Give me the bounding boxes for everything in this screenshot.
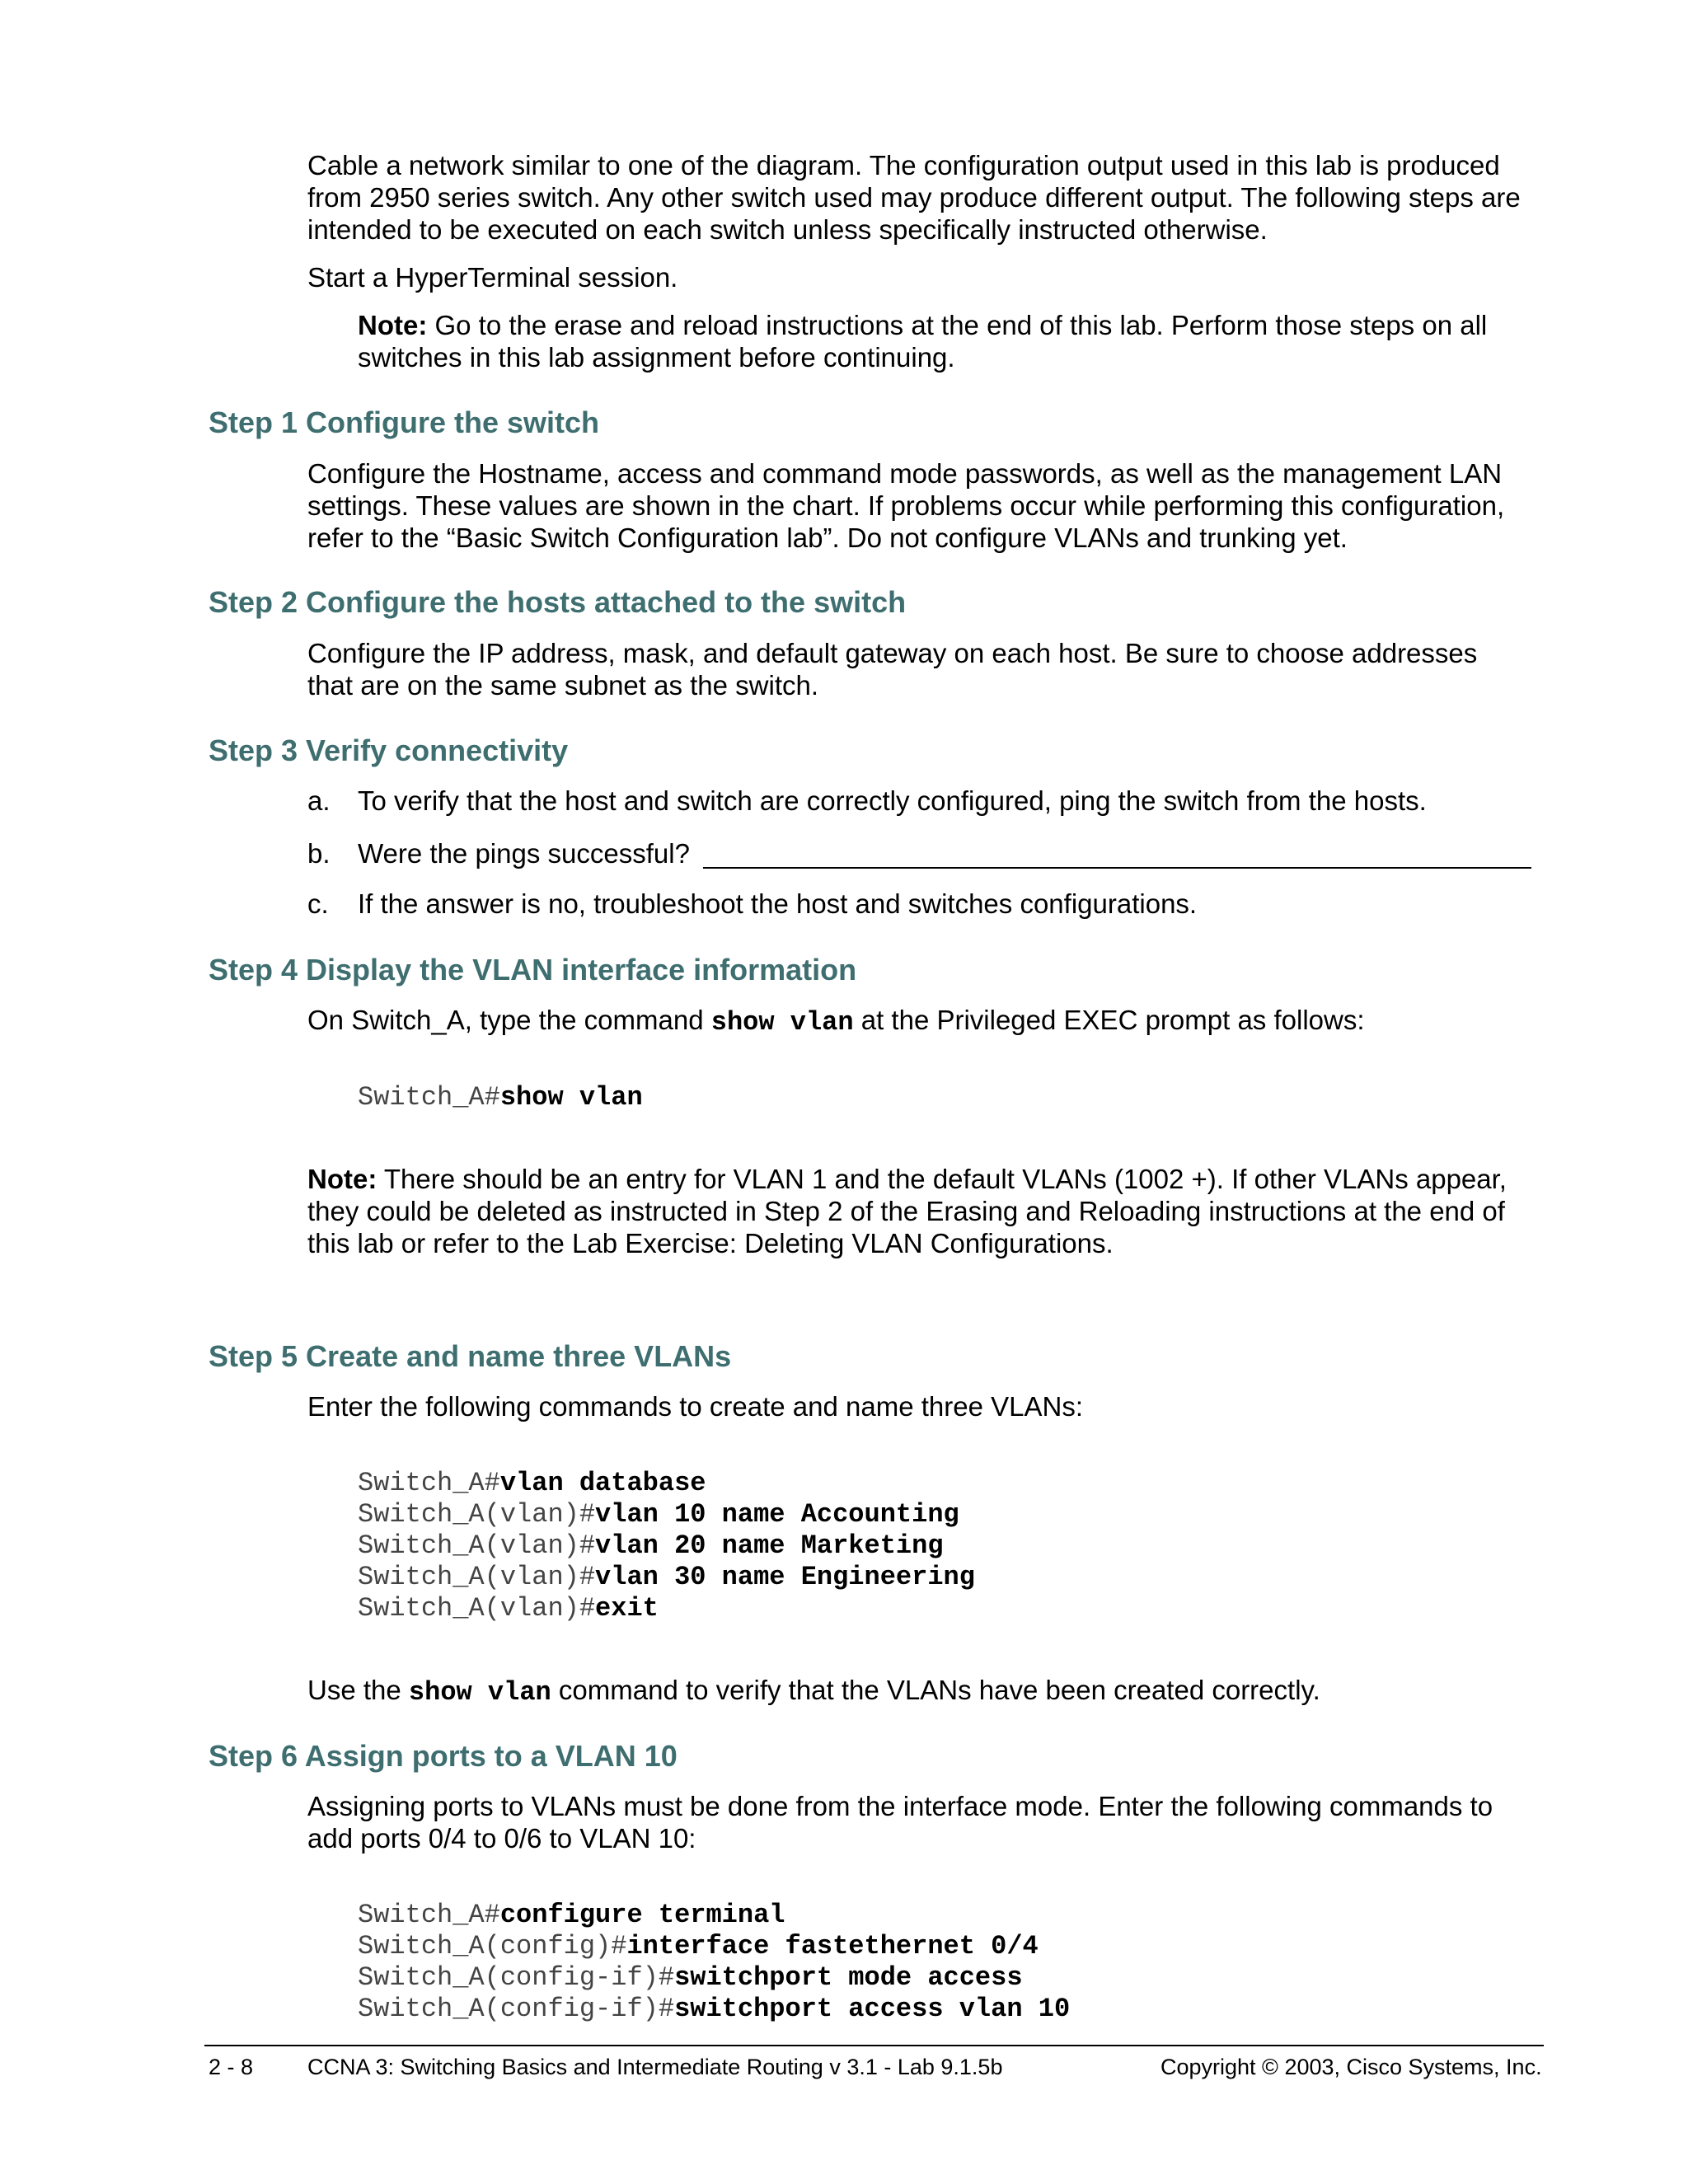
- step5-heading: Step 5 Create and name three VLANs: [209, 1339, 732, 1373]
- code-command: interface fastethernet 0/4: [626, 1931, 1039, 1961]
- code-line: [358, 1468, 975, 1499]
- code-command: switchport access vlan 10: [674, 1994, 1071, 2024]
- code-command: switchport mode access: [674, 1962, 1023, 1993]
- footer-course-title: CCNA 3: Switching Basics and Intermediate Routing v 3.1 - Lab 9.1.5b: [307, 2055, 1003, 2079]
- list-item-label: a.: [307, 785, 331, 816]
- code-prompt: Switch_A#: [358, 1900, 500, 1930]
- footer-divider: [204, 2045, 1544, 2046]
- code-block: [358, 1900, 1070, 2025]
- code-block: [358, 1468, 975, 1624]
- code-command: show vlan: [499, 1082, 643, 1113]
- step4-text-before: On Switch_A, type the command: [307, 1005, 711, 1035]
- list-item-text: If the answer is no, troubleshoot the host and switches configurations.: [358, 888, 1198, 919]
- step5-after-after: command to verify that the VLANs have been created correctly.: [551, 1675, 1320, 1705]
- code-block: [358, 1082, 643, 1113]
- code-prompt: Switch_A#: [358, 1082, 500, 1113]
- code-command: exit: [595, 1593, 659, 1624]
- note-text: Go to the erase and reload instructions at the end of this lab. Perform those steps on all switches in this lab assignment before continuing.: [358, 310, 1488, 373]
- code-line: [358, 1530, 975, 1562]
- step4-text: [307, 1004, 1527, 1038]
- list-item-text: Were the pings successful?: [358, 838, 690, 869]
- note-text: There should be an entry for VLAN 1 and the default VLANs (1002 +). If other VLANs appear, they could be deleted as instructed in Step 2 of the Erasing and Reloading instructions at the end of this lab or refer to the Lab Exercise: Deleting VLAN Configurations.: [307, 1164, 1507, 1258]
- code-command: vlan database: [499, 1468, 706, 1498]
- step4-heading: Step 4 Display the VLAN interface information: [209, 953, 857, 987]
- step4-text-after: at the Privileged EXEC prompt as follows:: [853, 1005, 1365, 1035]
- code-line: [358, 1900, 1070, 1931]
- step1-heading: Step 1 Configure the switch: [209, 405, 600, 439]
- intro-note: [358, 309, 1528, 373]
- note-label: Note:: [358, 310, 428, 340]
- code-command: configure terminal: [499, 1900, 785, 1930]
- step6-text: Assigning ports to VLANs must be done from the interface mode. Enter the following commands to add ports 0/4 to 0/6 to VLAN 10:: [307, 1791, 1493, 1854]
- step2-text: Configure the IP address, mask, and default gateway on each host. Be sure to choose addresses that are on the same subnet as the switch.: [307, 638, 1478, 701]
- code-prompt: Switch_A(config-if)#: [358, 1994, 675, 2024]
- step5-after-before: Use the: [307, 1675, 409, 1705]
- code-line: [358, 1962, 1070, 1994]
- inline-command: show vlan: [408, 1677, 551, 1708]
- code-line: [358, 1931, 1070, 1962]
- code-prompt: Switch_A(vlan)#: [358, 1562, 596, 1592]
- code-line: [358, 1082, 643, 1113]
- code-line: [358, 1994, 1070, 2025]
- code-prompt: Switch_A(vlan)#: [358, 1530, 596, 1561]
- step5-text: Enter the following commands to create and name three VLANs:: [307, 1391, 1083, 1422]
- intro-paragraph: Cable a network similar to one of the diagram. The configuration output used in this lab is produced from 2950 series switch. Any other switch used may produce different output. The following steps are intended to be executed on each switch unless specifically instructed otherwise.: [307, 150, 1521, 245]
- list-item-label: b.: [307, 838, 331, 869]
- code-prompt: Switch_A(vlan)#: [358, 1499, 596, 1530]
- code-prompt: Switch_A#: [358, 1468, 500, 1498]
- step4-note: [307, 1163, 1527, 1259]
- note-label: Note:: [307, 1164, 377, 1194]
- step2-heading: Step 2 Configure the hosts attached to the switch: [209, 585, 907, 619]
- footer-page-number: 2 - 8: [209, 2055, 254, 2079]
- answer-blank-line[interactable]: [703, 867, 1531, 869]
- list-item-label: c.: [307, 888, 329, 919]
- step1-text: Configure the Hostname, access and command mode passwords, as well as the management LAN settings. These values are shown in the chart. If problems occur while performing this configuration, refer to the “Basic Switch Configuration lab”. Do not configure VLANs and trunking yet.: [307, 458, 1505, 553]
- code-prompt: Switch_A(vlan)#: [358, 1593, 596, 1624]
- inline-command: show vlan: [710, 1007, 854, 1038]
- code-command: vlan 20 name Marketing: [595, 1530, 944, 1561]
- code-line: [358, 1562, 975, 1593]
- code-line: [358, 1593, 975, 1624]
- code-line: [358, 1499, 975, 1530]
- intro-start-session: Start a HyperTerminal session.: [307, 262, 678, 293]
- code-prompt: Switch_A(config)#: [358, 1931, 627, 1961]
- step5-after-text: [307, 1674, 1527, 1708]
- code-prompt: Switch_A(config-if)#: [358, 1962, 675, 1993]
- code-command: vlan 10 name Accounting: [595, 1499, 959, 1530]
- footer-copyright: Copyright © 2003, Cisco Systems, Inc.: [1160, 2055, 1542, 2079]
- code-command: vlan 30 name Engineering: [595, 1562, 975, 1592]
- step6-heading: Step 6 Assign ports to a VLAN 10: [209, 1739, 678, 1773]
- step3-heading: Step 3 Verify connectivity: [209, 733, 569, 767]
- list-item-text: To verify that the host and switch are correctly configured, ping the switch from the hosts.: [358, 785, 1427, 816]
